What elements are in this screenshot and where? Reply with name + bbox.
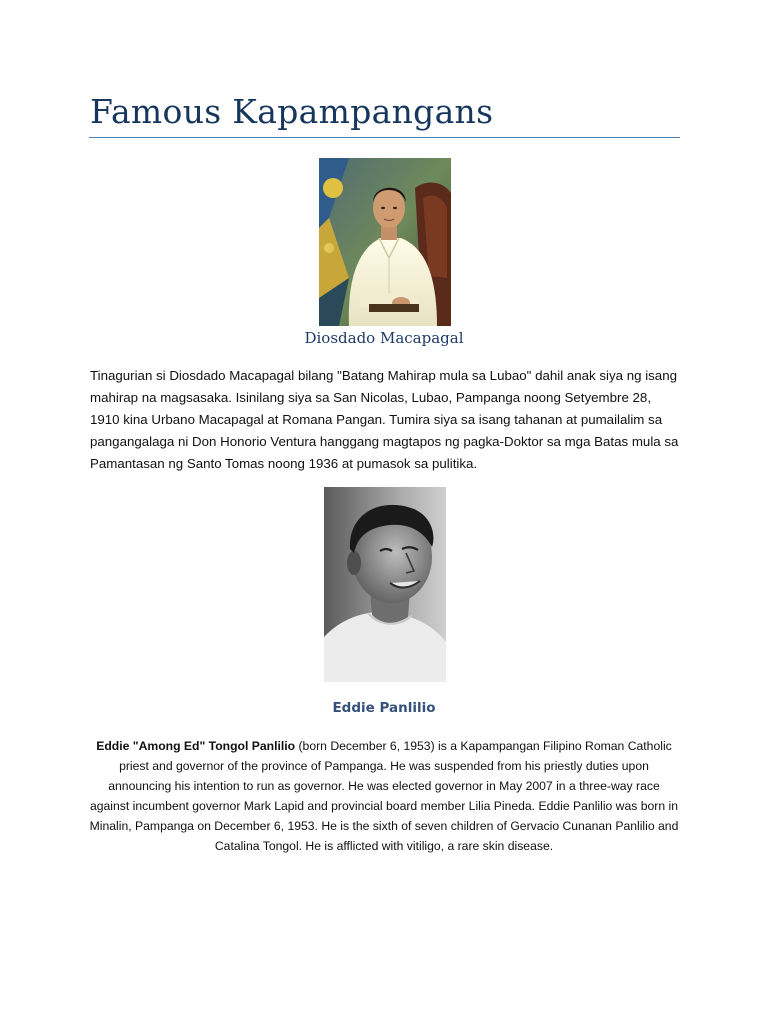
macapagal-caption: Diosdado Macapagal: [304, 329, 464, 347]
page-title: Famous Kapampangans: [90, 92, 494, 131]
panlilio-portrait-image: [324, 487, 446, 682]
macapagal-portrait-image: [319, 158, 451, 326]
panlilio-bio-paragraph: [88, 736, 680, 856]
panlilio-bio-lead: Eddie "Among Ed" Tongol Panlilio: [96, 739, 296, 753]
panlilio-caption: Eddie Panlilio: [332, 700, 436, 716]
panlilio-bio-rest: (born December 6, 1953) is a Kapampangan Filipino Roman Catholic priest and governor of the province of Pampanga. He was suspended from his priestly duties upon announcing his intention to run as governor. He was elected governor in May 2007 in a three-way race against incumbent governor Mark Lapid and provincial board member Lilia Pineda. Eddie Panlilio was born in Minalin, Pampanga on December 6, 1953. He is the sixth of seven children of Gervacio Cunanan Panlilio and Catalina Tongol. He is afflicted with vitiligo, a rare skin disease.: [89, 739, 679, 853]
title-underline: [89, 137, 680, 138]
macapagal-bio-paragraph: Tinagurian si Diosdado Macapagal bilang "Batang Mahirap mula sa Lubao" dahil anak siya ng isang mahirap na magsasaka. Isinilang siya sa San Nicolas, Lubao, Pampanga noong Setyembre 28, 1910 kina Urbano Macapagal at Romana Pangan. Tumira siya sa isang tahanan at pumailalim sa pangangalaga ni Don Honorio Ventura hanggang magtapos ng pagka-Doktor sa mga Batas mula sa Pamantasan ng Santo Tomas noong 1936 at pumasok sa pulitika.: [90, 368, 679, 471]
